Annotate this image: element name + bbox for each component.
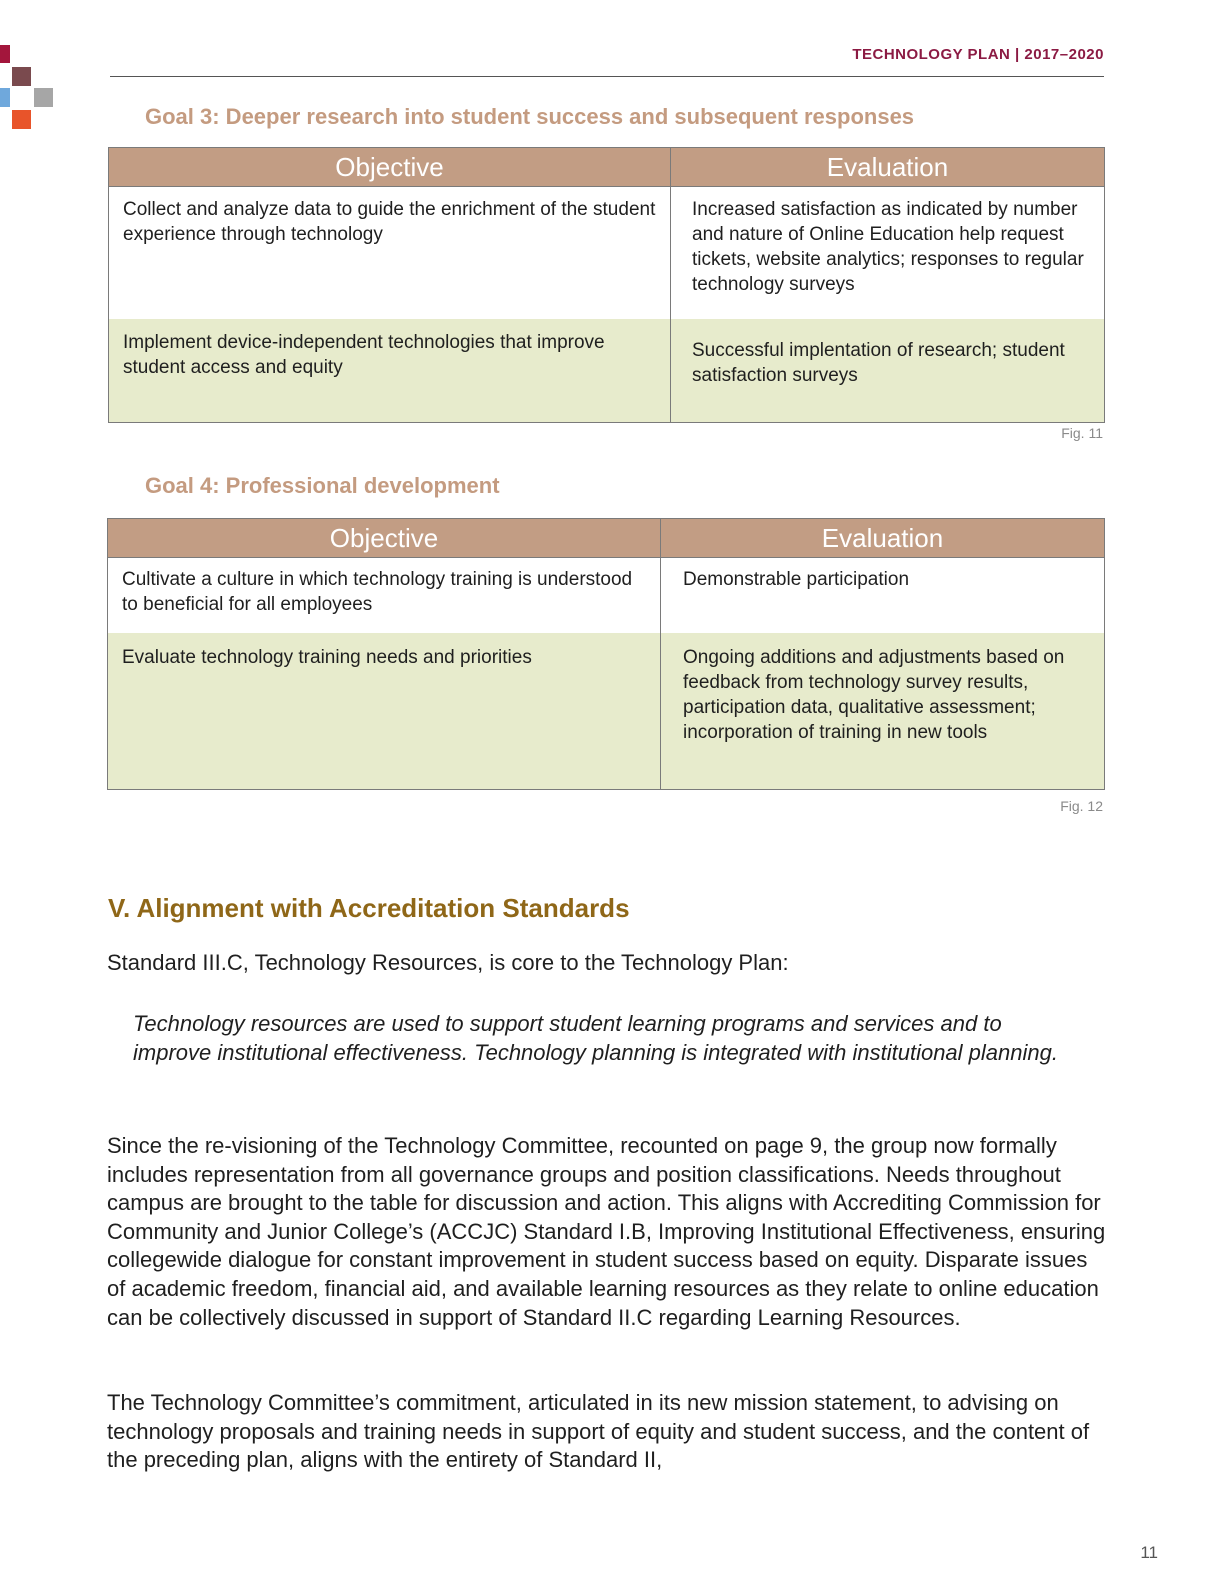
goal4-header-row bbox=[108, 519, 1105, 558]
goal4-row2-objective: Evaluate technology training needs and priorities bbox=[108, 633, 661, 790]
goal4-row1-evaluation: Demonstrable participation bbox=[661, 558, 1105, 634]
goal3-header-row bbox=[109, 148, 1105, 187]
goal3-table bbox=[108, 147, 1105, 423]
standard-quote: Technology resources are used to support student learning programs and services and to improve institutional effectiveness. Technology planning is integrated with institutional planning. bbox=[133, 1011, 1058, 1065]
goal3-row2-objective: Implement device-independent technologies that improve student access and equity bbox=[109, 319, 671, 423]
goal3-heading: Goal 3: Deeper research into student success and subsequent responses bbox=[145, 104, 915, 129]
table-row bbox=[109, 187, 1105, 320]
goal3-row2-evaluation: Successful implentation of research; student satisfaction surveys bbox=[671, 319, 1105, 423]
body-paragraph-1: Since the re-visioning of the Technology Committee, recounted on page 9, the group now formally includes representation from all governance groups and position classifications. Needs throughout campus are brought to the table for discussion and action. This aligns with Accrediting Commission for Community and Junior College’s (ACCJC) Standard I.B, Improving Institutional Effectiveness, ensuring collegewide dialogue for constant improvement in student success based on equity. Disparate issues of academic freedom, financial aid, and available learning resources as they relate to online education can be collectively discussed in support of Standard II.C regarding Learning Resources. bbox=[107, 1133, 1106, 1330]
goal4-objective-header: Objective bbox=[108, 519, 661, 558]
goal3-objective-header: Objective bbox=[109, 148, 671, 187]
fig11-label: Fig. 11 bbox=[1061, 425, 1103, 441]
fig12-label: Fig. 12 bbox=[1060, 798, 1103, 814]
goal3-evaluation-header: Evaluation bbox=[671, 148, 1105, 187]
corner-square-crimson bbox=[0, 45, 10, 63]
section-heading: V. Alignment with Accreditation Standards bbox=[108, 893, 630, 923]
page-number: 11 bbox=[1140, 1543, 1158, 1562]
section-intro: Standard III.C, Technology Resources, is core to the Technology Plan: bbox=[107, 950, 789, 975]
table-row bbox=[108, 558, 1105, 634]
header-rule bbox=[110, 76, 1104, 77]
corner-square-blue bbox=[0, 88, 10, 107]
goal4-row2-evaluation: Ongoing additions and adjustments based on feedback from technology survey results, participation data, qualitative assessment; incorporation of training in new tools bbox=[661, 633, 1105, 790]
body-paragraph-2: The Technology Committee’s commitment, articulated in its new mission statement, to advising on technology proposals and training needs in support of equity and student success, and the content of the preceding plan, aligns with the entirety of Standard II, bbox=[107, 1390, 1090, 1473]
table-row bbox=[109, 319, 1105, 423]
corner-square-gray bbox=[34, 88, 53, 107]
goal4-row1-objective: Cultivate a culture in which technology training is understood to beneficial for all employees bbox=[108, 558, 661, 634]
goal4-table bbox=[107, 518, 1105, 790]
corner-square-orange bbox=[12, 110, 31, 129]
corner-square-mauve bbox=[12, 67, 31, 86]
goal4-evaluation-header: Evaluation bbox=[661, 519, 1105, 558]
goal3-row1-evaluation: Increased satisfaction as indicated by number and nature of Online Education help request tickets, website analytics; responses to regular technology surveys bbox=[671, 187, 1105, 320]
running-header: TECHNOLOGY PLAN | 2017–2020 bbox=[852, 46, 1104, 63]
goal4-heading: Goal 4: Professional development bbox=[145, 473, 500, 498]
table-row bbox=[108, 633, 1105, 790]
goal3-row1-objective: Collect and analyze data to guide the enrichment of the student experience through technology bbox=[109, 187, 671, 320]
